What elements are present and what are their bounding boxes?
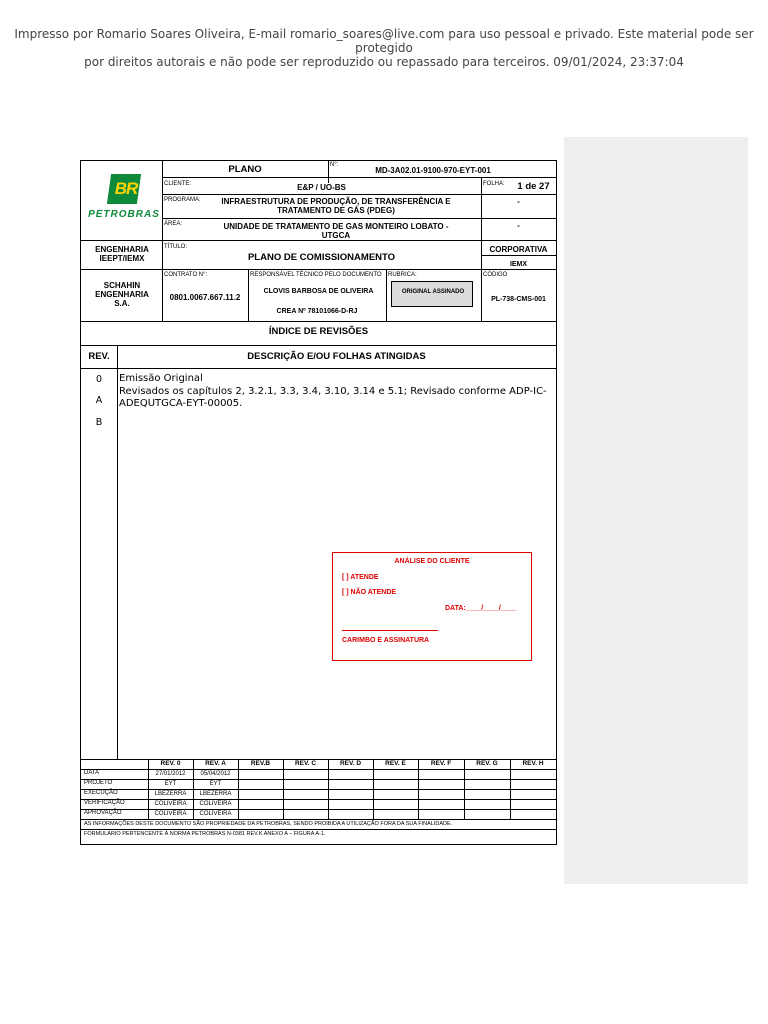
- doc-type: PLANO: [228, 164, 262, 175]
- rev-header-h: REV. H: [522, 760, 544, 767]
- signature-stamp: [391, 281, 473, 307]
- execucao-rev-0: LBEZERRA: [154, 791, 187, 797]
- programa-label: PROGRAMA:: [164, 197, 201, 203]
- rev-column-header: REV.: [88, 351, 110, 362]
- rev-code-b: B: [95, 417, 103, 428]
- corporativa: CORPORATIVA: [489, 245, 548, 254]
- document-page: [80, 160, 557, 845]
- carimbo-label: CARIMBO E ASSINATURA: [342, 637, 430, 644]
- verificacao-rev-0: COLIVEIRA: [154, 801, 187, 807]
- execucao-rev-a: LBEZERRA: [199, 791, 232, 797]
- codigo-value: PL-738-CMS-001: [491, 296, 546, 303]
- verificacao-rev-a: COLIVEIRA: [199, 801, 232, 807]
- row-label-projeto: PROJETO: [84, 780, 113, 786]
- iemx: IEMX: [509, 261, 528, 268]
- projeto-rev-0: EYT: [164, 781, 177, 787]
- revision-index-title: ÍNDICE DE REVISÕES: [268, 326, 369, 337]
- petrobras-logo-name: PETROBRAS: [88, 209, 160, 220]
- rev-header-e: REV. E: [385, 760, 406, 767]
- rev-header-0: REV. 0: [160, 760, 181, 767]
- watermark-line-1: Impresso por Romario Soares Oliveira, E-mail romario_soares@live.com para uso pessoal e privado. Este material pode ser protegido: [14, 27, 754, 55]
- contractor: SCHAHIN ENGENHARIA S.A.: [95, 281, 149, 308]
- area-right: -: [517, 221, 520, 230]
- programa-value: INFRAESTRUTURA DE PRODUÇÃO, DE TRANSFERÊNCIA E TRATAMENTO DE GÁS (PDEG): [221, 197, 451, 215]
- row-label-verificacao: VERIFICAÇÃO: [84, 800, 125, 806]
- date-field[interactable]: DATA:____/____/____: [445, 605, 517, 612]
- aprovacao-rev-a: COLIVEIRA: [199, 811, 232, 817]
- form-notice: FORMULÁRIO PERTENCENTE À NORMA PETROBRAS N-0381 REV.K ANEXO A – FIGURA A-1.: [84, 831, 326, 837]
- number-label: N°:: [330, 162, 339, 168]
- revision-line-3: ADEQUTGCA-EYT-00005.: [119, 398, 243, 409]
- programa-right: -: [517, 197, 520, 206]
- rev-header-f: REV. F: [430, 760, 452, 767]
- nao-atende-checkbox[interactable]: [ ] NÃO ATENDE: [342, 589, 397, 596]
- folha-label: FOLHA:: [483, 181, 505, 187]
- rev-header-c: REV. C: [294, 760, 317, 767]
- titulo-value: PLANO DE COMISSIONAMENTO: [247, 252, 396, 263]
- br-logo-text: BR: [114, 179, 138, 198]
- revision-line-2: Revisados os capítulos 2, 3.2.1, 3.3, 3.4, 3.10, 3.14 e 5.1; Revisado conforme ADP-IC-: [119, 386, 547, 397]
- side-comment-panel: [564, 137, 748, 884]
- cliente-value: E&P / UO-BS: [297, 183, 346, 192]
- rev-code-0: 0: [95, 374, 103, 385]
- row-label-data: DATA: [84, 770, 100, 776]
- row-label-execucao: EXECUÇÃO: [84, 790, 118, 796]
- rubrica-label: RUBRICA:: [388, 272, 417, 278]
- atende-checkbox[interactable]: [ ] ATENDE: [342, 574, 379, 581]
- rev-code-a: A: [95, 395, 103, 406]
- revision-descriptions: [117, 373, 547, 410]
- print-watermark: [0, 27, 768, 69]
- cliente-label: CLIENTE:: [164, 181, 192, 187]
- client-review-title: ANÁLISE DO CLIENTE: [394, 558, 470, 565]
- contrato-value: 0801.0067.667.11.2: [169, 293, 241, 302]
- contrato-label: CONTRATO N°:: [164, 272, 208, 278]
- stamp-text: ORIGINAL ASSINADO: [401, 289, 465, 295]
- property-notice: AS INFORMAÇÕES DESTE DOCUMENTO SÃO PROPRIEDADE DA PETROBRAS, SENDO PROIBIDA A UTILIZAÇÃO FORA DA SUA FINALIDADE.: [84, 821, 453, 827]
- rev-header-g: REV. G: [476, 760, 498, 767]
- responsavel-name: CLOVIS BARBOSA DE OLIVEIRA: [263, 288, 374, 295]
- revision-line-1: Emissão Original: [119, 373, 203, 384]
- responsavel-label: RESPONSÁVEL TÉCNICO PELO DOCUMENTO: [250, 272, 382, 278]
- crea-number: CREA Nº 78101066-D-RJ: [276, 308, 358, 315]
- aprovacao-rev-0: COLIVEIRA: [154, 811, 187, 817]
- area-label: ÁREA:: [164, 221, 183, 227]
- titulo-label: TÍTULO:: [164, 244, 188, 250]
- description-column-header: DESCRIÇÃO E/OU FOLHAS ATINGIDAS: [247, 351, 426, 362]
- client-review-box: [332, 552, 532, 661]
- doc-number: MD-3A02.01-9100-970-EYT-001: [375, 166, 491, 175]
- rev-header-d: REV. D: [339, 760, 362, 767]
- rev-header-a: REV. A: [205, 760, 226, 767]
- projeto-rev-a: EYT: [209, 781, 222, 787]
- signature-line: [342, 630, 438, 631]
- folha-value: 1 de 27: [517, 181, 550, 192]
- data-rev-0: 27/01/2012: [155, 771, 186, 777]
- codigo-label: CÓDIGO: [483, 272, 508, 278]
- data-rev-a: 05/04/2012: [200, 771, 231, 777]
- watermark-line-2: por direitos autorais e não pode ser reproduzido ou repassado para terceiros. 09/01/2024, 23:37:04: [84, 55, 684, 69]
- area-value: UNIDADE DE TRATAMENTO DE GAS MONTEIRO LOBATO - UTGCA: [223, 222, 449, 240]
- rev-header-b: REV.B: [250, 760, 271, 767]
- row-label-aprovacao: APROVAÇÃO: [84, 810, 122, 816]
- engenharia: ENGENHARIA IEEPT/IEMX: [95, 245, 149, 263]
